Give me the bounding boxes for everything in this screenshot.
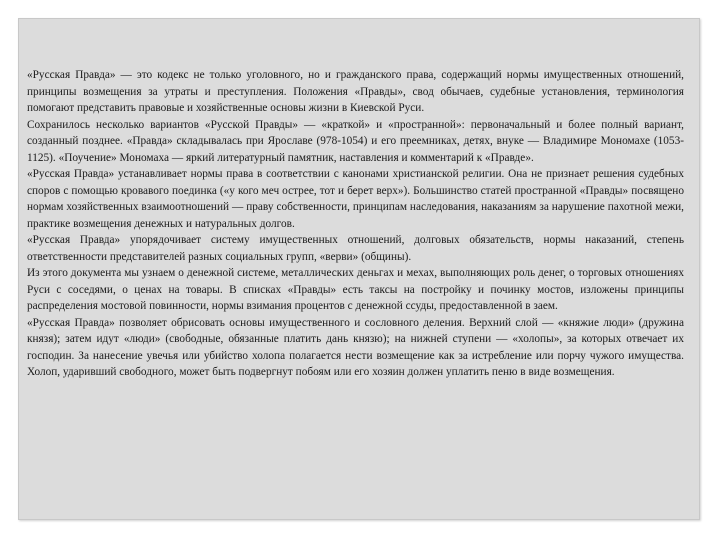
paragraph-5: Из этого документа мы узнаем о денежной системе, металлических деньгах и мехах, выполняющих роль денег, о торговых отношениях Руси с соседями, о ценах на товары. В списках «Правды» есть таксы на постройку и починку мостов, изложены принципы распределения мостовой повинности, нормы взимания процентов с денежной ссуды, предоставленной в заем.: [27, 267, 684, 312]
paragraph-2: Сохранилось несколько вариантов «Русской Правды» — «краткой» и «пространной»: первоначальный и более полный вариант, созданный позднее. «Правда» складывалась при Ярославе (978-1054) и его преемниках, детях, внуке — Владимире Мономахе (1053-1125). «Поучение» Мономаха — яркий литературный памятник, наставления и комментарий к «Правде».: [27, 118, 684, 164]
paragraph-3: «Русская Правда» устанавливает нормы права в соответствии с канонами христианской религии. Она не признает решения судебных споров с помощью кровавого поединка («у кого меч острее, тот и берет верх»). Большинство статей пространной «Правды» посвящено нормам хозяйственных взаимоотношений — праву собственности, принципам наследования, наказаниям за нарушение пахотной межи, практике возмещения денежных и натуральных долгов.: [27, 168, 684, 230]
paragraph-6: «Русская Правда» позволяет обрисовать основы имущественного и сословного деления. Верхний слой — «княжие люди» (дружина князя); затем идут «люди» (свободные, обязанные платить дань князю); на нижней ступени — «холопы», за которых отвечает их господин. За нанесение увечья или убийство холопа полагается нести возмещение как за истребление или порчу чужого имущества. Холоп, ударивший свободного, может быть подвергнут побоям или его хозяин должен уплатить пеню в виде возмещения.: [27, 316, 684, 378]
paragraph-4: «Русская Правда» упорядочивает систему имущественных отношений, долговых обязательств, нормы наказаний, степень ответственности представителей разных социальных групп, «верви» (общины).: [27, 234, 684, 263]
paragraph-1: «Русская Правда» — это кодекс не только уголовного, но и гражданского права, содержащий нормы имущественных отношений, принципы возмещения за утраты и преступления. Положения «Правды», свод обычаев, судебные установления, терминология помогают представить правовые и хозяйственные основы жизни в Киевской Руси.: [27, 69, 684, 114]
document-text: [27, 67, 684, 381]
